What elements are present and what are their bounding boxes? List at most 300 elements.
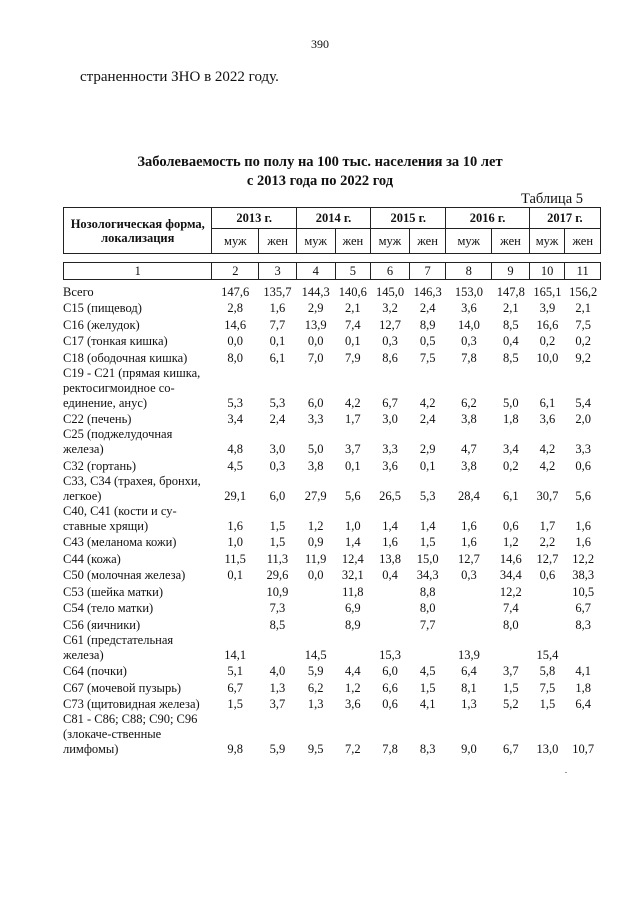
row-value: 10,0 <box>536 350 559 365</box>
row-value: 6,9 <box>345 601 361 615</box>
header-male: муж <box>446 229 492 254</box>
row-value: 2,8 <box>227 301 243 315</box>
column-number: 6 <box>371 263 410 280</box>
row-value: 14,0 <box>458 317 480 332</box>
row-value: 0,1 <box>345 334 361 348</box>
table-row <box>63 550 601 567</box>
table-row <box>63 616 601 633</box>
row-value: 7,4 <box>502 601 519 615</box>
row-value: 156,2 <box>569 284 598 299</box>
row-value: 12,7 <box>379 317 401 332</box>
row-value: 8,0 <box>502 617 519 632</box>
row-value: 2,9 <box>419 442 436 456</box>
row-value: 3,6 <box>461 301 477 315</box>
row-value: 2,9 <box>307 301 324 315</box>
column-number-row <box>64 263 601 280</box>
row-label: С32 (гортань) <box>63 458 136 473</box>
row-value: 3,8 <box>461 458 477 473</box>
table-row <box>63 583 601 600</box>
row-label: С53 (шейка матки) <box>63 584 163 599</box>
row-value: 147,6 <box>221 284 250 299</box>
row-value: 3,6 <box>345 697 361 711</box>
title-line-1: Заболеваемость по полу на 100 тыс. населения за 10 лет <box>137 154 503 170</box>
row-value: 1,5 <box>419 680 436 695</box>
row-value <box>530 616 566 633</box>
row-value: 3,0 <box>269 442 286 456</box>
row-value: 5,9 <box>269 742 286 756</box>
row-value: 6,2 <box>461 395 477 410</box>
table-row <box>63 679 601 696</box>
row-value: 1,4 <box>382 518 398 533</box>
row-label: С56 (яичники) <box>63 617 141 632</box>
row-value: 8,1 <box>461 680 477 695</box>
row-value: 6,7 <box>502 742 519 756</box>
row-value: 7,8 <box>382 742 398 756</box>
row-value: 1,6 <box>461 535 477 549</box>
row-value: 6,0 <box>269 488 286 503</box>
row-value: 2,1 <box>345 301 361 315</box>
row-label: С64 (почки) <box>63 664 127 678</box>
row-value: 4,2 <box>539 458 556 473</box>
table-row <box>63 663 601 680</box>
row-value: 12,7 <box>458 551 480 566</box>
row-value: 13,9 <box>304 317 327 332</box>
table-row <box>63 411 601 428</box>
row-value: 14,6 <box>499 551 522 566</box>
row-value: 15,0 <box>416 551 439 566</box>
page-number: 390 <box>311 37 329 51</box>
row-value: 7,4 <box>345 317 361 332</box>
row-value: 1,7 <box>345 412 361 426</box>
row-value: 5,3 <box>269 395 286 410</box>
header-female: жен <box>259 229 297 254</box>
table-row <box>63 567 601 584</box>
row-value: 1,3 <box>307 697 324 711</box>
row-value <box>296 600 335 617</box>
row-value: 5,6 <box>345 488 361 503</box>
row-label: С16 (желудок) <box>63 317 140 332</box>
row-value: 1,6 <box>227 518 243 533</box>
row-value <box>335 633 371 663</box>
row-value: 1,2 <box>307 518 324 533</box>
row-value: 1,6 <box>382 535 398 549</box>
row-value <box>446 616 492 633</box>
row-value: 0,6 <box>575 458 591 473</box>
row-value: 6,4 <box>461 664 477 678</box>
table-row <box>63 712 601 757</box>
row-value <box>296 583 335 600</box>
row-value: 0,1 <box>345 458 361 473</box>
row-value: 7,9 <box>345 350 361 365</box>
row-value: 1,5 <box>419 535 436 549</box>
row-value: 6,2 <box>307 680 324 695</box>
row-value: 10,5 <box>572 584 595 599</box>
row-value: 14,5 <box>304 647 327 662</box>
header-female: жен <box>409 229 446 254</box>
row-value: 8,9 <box>419 317 436 332</box>
row-value: 8,5 <box>269 617 286 632</box>
row-value: 4,8 <box>227 442 243 456</box>
table-row <box>63 696 601 713</box>
row-value: 7,5 <box>539 680 556 695</box>
row-value: 13,9 <box>458 647 480 662</box>
row-value: 4,7 <box>461 442 477 456</box>
row-label: С67 (мочевой пузырь) <box>63 680 182 695</box>
row-value: 1,8 <box>575 680 591 695</box>
row-value: 3,2 <box>382 301 398 315</box>
row-value: 140,6 <box>338 284 367 299</box>
row-value: 9,8 <box>227 742 243 756</box>
row-value: 7,2 <box>345 742 361 756</box>
row-value: 0,3 <box>461 568 477 582</box>
row-value: 7,5 <box>575 317 591 332</box>
row-value <box>446 600 492 617</box>
row-value: 1,0 <box>345 518 361 533</box>
row-value <box>212 616 259 633</box>
header-year-2017: 2017 г. <box>529 208 600 229</box>
row-value: 1,6 <box>269 301 286 315</box>
row-value: 153,0 <box>454 284 484 299</box>
header-year-2015: 2015 г. <box>371 208 446 229</box>
row-value: 146,3 <box>413 284 442 299</box>
table-row <box>63 366 601 411</box>
row-value: 1,4 <box>345 535 361 549</box>
row-value: 3,6 <box>382 458 398 473</box>
row-value: 6,6 <box>382 680 398 695</box>
row-label: С17 (тонкая кишка) <box>63 334 168 348</box>
column-number: 11 <box>565 263 601 280</box>
row-value: 3,3 <box>307 412 324 426</box>
row-value: 6,0 <box>382 664 398 678</box>
row-value: 6,7 <box>227 680 243 695</box>
row-value: 12,4 <box>341 551 364 566</box>
row-value: 26,5 <box>379 488 401 503</box>
row-value <box>371 616 410 633</box>
row-value: 6,4 <box>575 697 591 711</box>
row-value: 4,0 <box>269 664 286 678</box>
row-value: 3,8 <box>461 412 477 426</box>
row-value: 2,1 <box>575 301 591 315</box>
row-label: С15 (пищевод) <box>63 301 142 315</box>
header-year-2016: 2016 г. <box>446 208 529 229</box>
table-rows <box>63 283 601 757</box>
row-value: 15,3 <box>379 647 401 662</box>
row-value: 0,1 <box>227 568 243 582</box>
row-value: 12,2 <box>572 551 595 566</box>
row-value: 11,3 <box>266 551 289 566</box>
table-caption: Таблица 5 <box>520 191 583 207</box>
row-value: 0,9 <box>307 535 324 549</box>
incidence-table-body <box>63 283 601 757</box>
table-row <box>63 427 601 457</box>
row-value: 5,0 <box>307 442 324 456</box>
row-value: 6,7 <box>575 601 591 615</box>
row-value: 1,6 <box>575 518 591 533</box>
row-value: 2,4 <box>419 301 436 315</box>
row-value: 0,0 <box>307 334 324 348</box>
row-value: 12,2 <box>499 584 522 599</box>
header-female: жен <box>565 229 601 254</box>
row-value <box>212 583 259 600</box>
row-value <box>446 583 492 600</box>
row-value: 34,4 <box>499 568 522 582</box>
row-value: 15,4 <box>536 647 559 662</box>
row-value: 3,7 <box>269 697 286 711</box>
column-number: 5 <box>335 263 371 280</box>
row-value: 8,0 <box>419 601 436 615</box>
row-value: 0,3 <box>382 334 398 348</box>
row-value: 7,8 <box>461 350 477 365</box>
row-value <box>492 633 530 663</box>
row-value: 2,4 <box>419 412 436 426</box>
row-value: 0,0 <box>307 568 324 582</box>
row-value <box>371 583 410 600</box>
row-value: 5,1 <box>227 664 243 678</box>
column-number: 4 <box>296 263 335 280</box>
row-label: С19 - С21 (прямая кишка, ректосигмоидное со-единение, анус) <box>63 365 201 410</box>
row-label: С73 (щитовидная железа) <box>63 697 200 711</box>
intro-text: страненности ЗНО в 2022 году. <box>80 69 279 85</box>
column-number: 1 <box>64 263 212 280</box>
row-value: 13,0 <box>536 742 559 756</box>
row-value: 3,7 <box>345 442 361 456</box>
row-value: 29,6 <box>266 568 289 582</box>
row-value <box>259 633 297 663</box>
row-value: 4,5 <box>227 458 243 473</box>
table-header <box>63 207 601 280</box>
row-value: 14,1 <box>224 647 247 662</box>
row-value: 0,4 <box>502 334 519 348</box>
row-value: 1,5 <box>227 697 243 711</box>
row-value: 4,5 <box>419 664 436 678</box>
table-row <box>63 283 601 300</box>
row-value: 3,3 <box>575 442 591 456</box>
row-value: 11,5 <box>224 551 246 566</box>
row-value: 2,0 <box>575 412 591 426</box>
row-label: С40, С41 (кости и су-ставные хрящи) <box>63 503 177 533</box>
row-value: 0,1 <box>419 458 436 473</box>
row-value: 5,2 <box>502 697 519 711</box>
row-value: 8,3 <box>575 617 591 632</box>
row-label: С25 (поджелудочная железа) <box>63 427 173 456</box>
row-label: Всего <box>63 284 94 299</box>
row-value: 10,7 <box>572 742 595 756</box>
row-label: С61 (предстательная железа) <box>63 632 174 662</box>
row-value: 0,3 <box>461 334 477 348</box>
header-male: муж <box>296 229 335 254</box>
row-value: 0,4 <box>382 568 398 582</box>
table-row <box>63 474 601 504</box>
column-number: 3 <box>259 263 297 280</box>
header-nosology: Нозологическая форма, локализация <box>64 208 212 254</box>
row-value: 4,1 <box>419 697 436 711</box>
row-value: 38,3 <box>572 568 595 582</box>
row-value: 6,1 <box>269 350 286 365</box>
row-value: 3,4 <box>502 442 519 456</box>
row-value: 3,8 <box>307 458 324 473</box>
table-row <box>63 300 601 317</box>
row-value: 1,5 <box>539 697 556 711</box>
row-value: 145,0 <box>375 284 405 299</box>
row-label: С44 (кожа) <box>63 551 121 566</box>
header-male: муж <box>371 229 410 254</box>
row-value: 8,0 <box>227 350 243 365</box>
row-value: 3,9 <box>539 301 556 315</box>
table-row <box>63 534 601 551</box>
row-value: 9,5 <box>307 742 324 756</box>
row-value: 3,6 <box>539 412 556 426</box>
row-value: 28,4 <box>458 488 480 503</box>
row-value: 1,2 <box>502 535 519 549</box>
column-number: 9 <box>492 263 530 280</box>
row-value: 2,4 <box>269 412 286 426</box>
row-value: 5,8 <box>539 664 556 678</box>
row-value: 6,7 <box>382 395 398 410</box>
row-value: 8,5 <box>502 317 519 332</box>
row-label: С54 (тело матки) <box>63 601 154 615</box>
row-value: 1,4 <box>419 518 436 533</box>
header-male: муж <box>529 229 565 254</box>
table-row <box>63 633 601 663</box>
row-value: 8,9 <box>345 617 361 632</box>
row-value: 135,7 <box>263 284 292 299</box>
row-value: 27,9 <box>304 488 327 503</box>
row-value: 5,3 <box>227 395 243 410</box>
row-value: 3,0 <box>382 412 398 426</box>
row-value: 8,3 <box>419 742 436 756</box>
row-value: 1,2 <box>345 680 361 695</box>
row-value: 0,5 <box>419 334 436 348</box>
table-row <box>63 504 601 534</box>
row-value <box>530 600 566 617</box>
row-value: 3,3 <box>382 442 398 456</box>
row-value <box>212 600 259 617</box>
row-value: 7,3 <box>269 601 286 615</box>
row-value: 3,4 <box>227 412 243 426</box>
row-value: 6,1 <box>502 488 519 503</box>
row-value <box>530 583 566 600</box>
row-value: 1,0 <box>227 535 243 549</box>
row-value: 14,6 <box>224 317 247 332</box>
row-value: 7,7 <box>419 617 436 632</box>
row-value: 2,2 <box>539 535 556 549</box>
table-row <box>63 316 601 333</box>
row-value: 1,5 <box>269 518 286 533</box>
row-value: 16,6 <box>536 317 559 332</box>
title-line-2: с 2013 года по 2022 год <box>246 173 394 189</box>
row-value: 144,3 <box>301 284 330 299</box>
row-value: 1,6 <box>575 535 591 549</box>
row-value: 0,0 <box>227 334 243 348</box>
row-value: 4,2 <box>419 395 436 410</box>
row-value: 5,9 <box>307 664 324 678</box>
row-value: 4,1 <box>575 664 591 678</box>
table-row <box>63 333 601 350</box>
table-title <box>60 153 580 191</box>
row-value: 5,3 <box>419 488 436 503</box>
row-value: 1,7 <box>539 518 556 533</box>
row-value: 1,5 <box>502 680 519 695</box>
table-row <box>63 600 601 617</box>
row-value: 5,6 <box>575 488 591 503</box>
row-value: 7,0 <box>307 350 324 365</box>
row-value: 0,1 <box>269 334 286 348</box>
row-value: 1,5 <box>269 535 286 549</box>
row-value: 6,1 <box>539 395 556 410</box>
row-label: С33, С34 (трахея, бронхи, легкое) <box>63 473 201 503</box>
row-label: С18 (ободочная кишка) <box>63 350 188 365</box>
header-female: жен <box>335 229 371 254</box>
row-value: 29,1 <box>224 488 247 503</box>
column-number: 2 <box>212 263 259 280</box>
row-value: 1,6 <box>461 518 477 533</box>
row-value: 11,8 <box>342 584 364 599</box>
row-value: 7,5 <box>419 350 436 365</box>
row-label: С22 (печень) <box>63 412 132 426</box>
header-female: жен <box>492 229 530 254</box>
row-value: 8,6 <box>382 350 398 365</box>
row-value: 34,3 <box>416 568 439 582</box>
row-value: 9,2 <box>575 350 591 365</box>
row-value: 8,5 <box>502 350 519 365</box>
column-number: 10 <box>529 263 565 280</box>
row-value: 4,4 <box>345 664 361 678</box>
row-label: С50 (молочная железа) <box>63 568 186 582</box>
row-value: 4,2 <box>345 395 361 410</box>
row-value: 5,0 <box>502 395 519 410</box>
row-value: 32,1 <box>341 568 364 582</box>
row-value <box>371 600 410 617</box>
row-value <box>409 633 446 663</box>
scan-mark <box>565 772 567 773</box>
row-label: С43 (меланома кожи) <box>63 535 177 549</box>
row-value: 9,0 <box>461 742 477 756</box>
column-number: 8 <box>446 263 492 280</box>
row-label: С81 - С86; С88; С90; С96 (злокаче-ственные лимфомы) <box>63 712 198 756</box>
row-value: 7,7 <box>269 317 286 332</box>
row-value: 1,3 <box>461 697 477 711</box>
row-value: 1,3 <box>269 680 286 695</box>
column-number: 7 <box>409 263 446 280</box>
header-year-2014: 2014 г. <box>296 208 370 229</box>
row-value: 4,2 <box>539 442 556 456</box>
row-value: 165,1 <box>533 284 562 299</box>
row-value: 0,2 <box>539 334 556 348</box>
row-value: 5,4 <box>575 395 591 410</box>
header-male: муж <box>212 229 259 254</box>
row-value: 0,3 <box>269 458 286 473</box>
row-value: 1,8 <box>502 412 519 426</box>
table-row <box>63 457 601 474</box>
row-value <box>565 633 601 663</box>
row-value: 0,6 <box>539 568 556 582</box>
row-value <box>296 616 335 633</box>
row-value: 0,2 <box>502 458 519 473</box>
row-value: 147,8 <box>496 284 525 299</box>
row-value: 30,7 <box>536 488 559 503</box>
row-value: 10,9 <box>266 584 289 599</box>
row-value: 11,9 <box>304 551 327 566</box>
row-value: 12,7 <box>536 551 559 566</box>
table-row <box>63 349 601 366</box>
row-value: 0,6 <box>502 518 519 533</box>
header-year-2013: 2013 г. <box>212 208 296 229</box>
row-value: 2,1 <box>502 301 519 315</box>
row-value: 8,8 <box>419 584 436 599</box>
row-value: 0,6 <box>382 697 398 711</box>
row-value: 6,0 <box>307 395 324 410</box>
row-value: 13,8 <box>379 551 401 566</box>
